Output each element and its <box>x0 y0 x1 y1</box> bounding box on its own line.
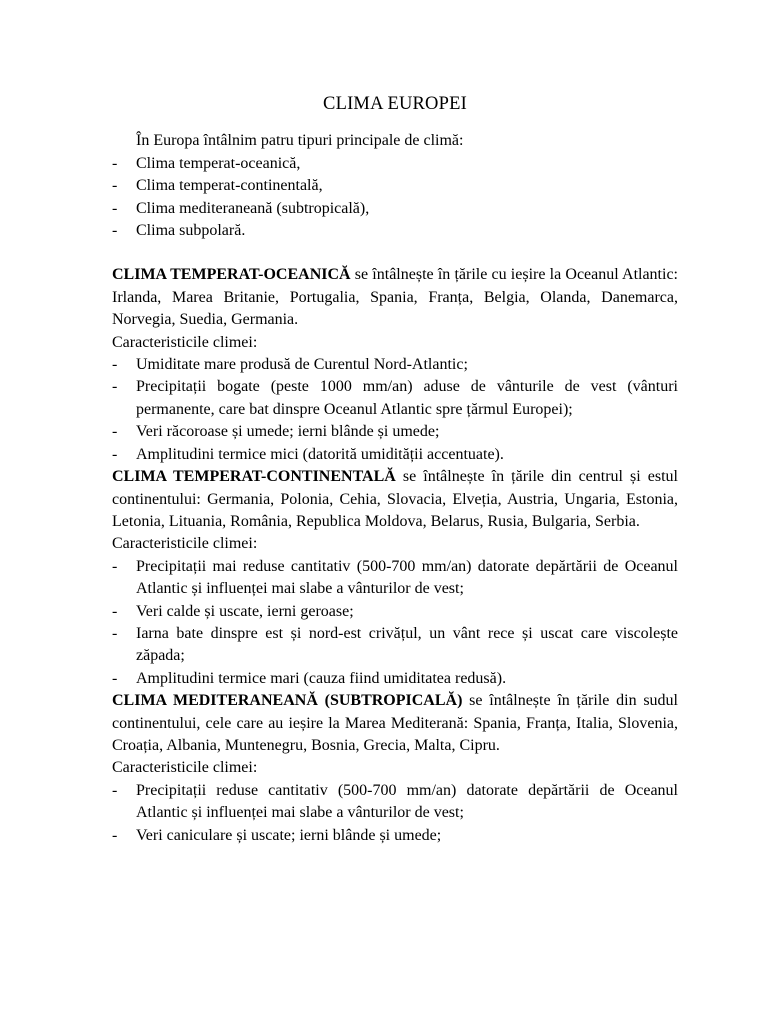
mediterranean-characteristics-list <box>112 780 678 847</box>
list-item: - Iarna bate dinspre est și nord-est crivățul, un vânt rece și uscat care viscolește zăpada; <box>112 623 678 668</box>
list-item: - Veri răcoroase și umede; ierni blânde și umede; <box>112 421 678 443</box>
oceanic-characteristics-label: Caracteristicile climei: <box>112 333 258 351</box>
list-item: - Veri caniculare și uscate; ierni blânde și umede; <box>112 825 678 847</box>
continental-text: se întâlnește în țările din centrul și estul continentului: Germania, Polonia, Cehia, Slovacia, Elveția, Austria, Ungaria, Estonia, Letonia, Lituania, România, Republica Moldova, Belarus, Rusia, Bulgaria, Serbia. <box>112 468 678 530</box>
mediterranean-characteristics-label: Caracteristicile climei: <box>112 759 258 777</box>
list-item: - Clima subpolară. <box>112 220 678 242</box>
mediterranean-heading: CLIMA MEDITERANEANĂ (SUBTROPICALĂ) <box>112 692 463 710</box>
mediterranean-text: se întâlnește în țările din sudul continentului, cele care au ieșire la Marea Mediterană: Spania, Franța, Italia, Slovenia, Croația, Albania, Muntenegru, Bosnia, Grecia, Malta, Cipru. <box>112 692 678 754</box>
spacer <box>112 242 678 264</box>
list-item: - Clima temperat-oceanică, <box>112 153 678 175</box>
mediterranean-paragraph <box>112 690 678 757</box>
list-item: - Precipitații reduse cantitativ (500-700 mm/an) datorate depărtării de Oceanul Atlantic și influenței mai slabe a vânturilor de vest; <box>112 780 678 825</box>
climate-types-list <box>112 153 678 243</box>
continental-heading: CLIMA TEMPERAT-CONTINENTALĂ <box>112 468 396 486</box>
list-item: - Clima temperat-continentală, <box>112 175 678 197</box>
oceanic-characteristics-list <box>112 354 678 466</box>
document-body <box>112 93 678 847</box>
list-item: - Umiditate mare produsă de Curentul Nord-Atlantic; <box>112 354 678 376</box>
continental-characteristics-label: Caracteristicile climei: <box>112 535 258 553</box>
list-item: - Veri calde și uscate, ierni geroase; <box>112 601 678 623</box>
continental-paragraph <box>112 466 678 533</box>
oceanic-paragraph <box>112 264 678 331</box>
oceanic-text: se întâlnește în țările cu ieșire la Oceanul Atlantic: Irlanda, Marea Britanie, Portugalia, Spania, Franța, Belgia, Olanda, Danemarca, Norvegia, Suedia, Germania. <box>112 266 678 329</box>
intro-paragraph: În Europa întâlnim patru tipuri principale de climă: <box>136 132 464 150</box>
list-item: - Clima mediteraneană (subtropicală), <box>112 198 678 220</box>
list-item: - Precipitații mai reduse cantitativ (500-700 mm/an) datorate depărtării de Oceanul Atlantic și influenței mai slabe a vânturilor de vest; <box>112 556 678 601</box>
list-item: - Precipitații bogate (peste 1000 mm/an) aduse de vânturile de vest (vânturi permanente, care bat dinspre Oceanul Atlantic spre țărmul Europei); <box>112 376 678 421</box>
page-title: CLIMA EUROPEI <box>323 94 467 114</box>
oceanic-heading: CLIMA TEMPERAT-OCEANICĂ <box>112 266 351 284</box>
list-item: - Amplitudini termice mari (cauza fiind umiditatea redusă). <box>112 668 678 690</box>
continental-characteristics-list <box>112 556 678 690</box>
list-item: - Amplitudini termice mici (datorită umidității accentuate). <box>112 444 678 466</box>
